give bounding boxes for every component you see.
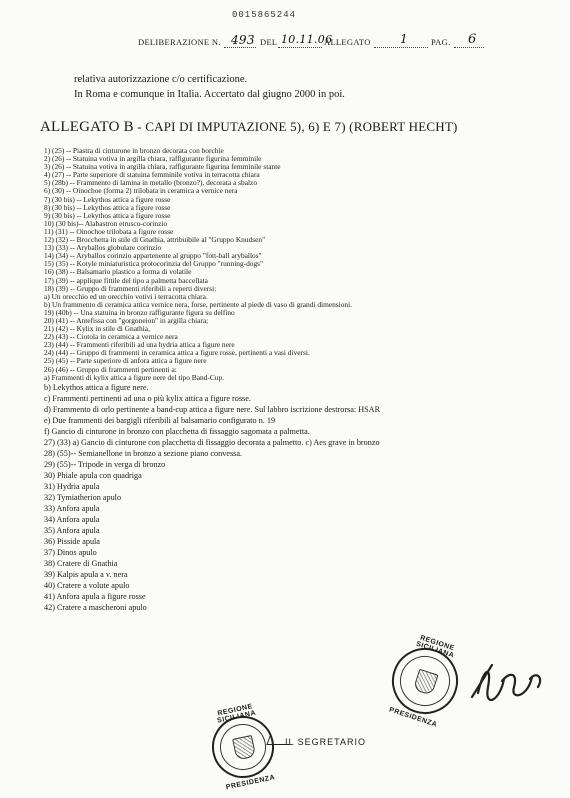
list-item: 38) Cratere di Gnathia [44, 558, 118, 568]
list-item: 16) (38) -- Balsamario plastico a forma di volatile [44, 267, 192, 277]
list-item: 35) Anfora apula [44, 525, 100, 535]
list-item: 41) Anfora apula a figure rosse [44, 591, 146, 601]
list-item: 14) (34) -- Aryballos corinzio appartenente al gruppo "fott-ball aryballos" [44, 251, 262, 261]
list-item: a) Un orecchio ed un orecchio votivi i terracotta chiara. [44, 291, 208, 301]
stamp-right-top: REGIONE SICILIANA [415, 634, 456, 660]
list-item: 13) (33) -- Aryballos globulare corinzio [44, 243, 162, 253]
list-item: 29) (55)-- Tripode in verga di bronzo [44, 459, 166, 469]
header-allegato-label: ALLEGATO [324, 37, 371, 47]
list-item: b) Lekythos attica a figure nere. [44, 382, 149, 392]
list-item: c) Frammenti pertinenti ad una o più kylix attica a figure rosse. [44, 393, 251, 403]
list-item: e) Due frammenti dei bargigli riferibili al balsamario configurato n. 19 [44, 415, 276, 425]
intro-text [74, 72, 345, 102]
handwritten-initials [470, 657, 550, 707]
list-item: 9) (30 bis) -- Lekythos attica a figure rosse [44, 210, 171, 220]
list-item: 10) (30 bis)-- Alabastron etrusco-corinzio [44, 218, 168, 228]
list-item: 28) (55)-- Semianellone in bronzo a sezione piano convessa. [44, 448, 243, 458]
list-item: 3) (26) -- Statuina votiva in argilla chiara, raffigurante figurina femminile stante [44, 162, 281, 172]
list-item: 36) Pisside apula [44, 536, 100, 546]
title-rest: - CAPI DI IMPUTAZIONE 5), 6) E 7) (ROBERT HECHT) [133, 119, 458, 134]
list-item: 39) Kalpis apula a v. nera [44, 569, 128, 579]
list-item: f) Gancio di cinturone in bronzo con placchetta di fissaggio sagomata a palmetta. [44, 426, 310, 436]
list-item: 15) (35) -- Kotyle miniaturistica protocorinzia del Gruppo "running-dogs" [44, 259, 264, 269]
list-item: 8) (30 bis) -- Lekythos attica a figure rosse [44, 202, 171, 212]
list-item: 22) (43) -- Ciotola in ceramica a vernice nera [44, 332, 178, 342]
stamp-right-bottom: PRESIDENZA [388, 706, 439, 729]
list-item: 5) (28b) -- Frammento di lamina in metallo (bronzo?), decorata a sbalzo [44, 178, 258, 188]
official-stamp-right [383, 634, 466, 729]
deliberation-date: 10.11.06 [281, 33, 333, 46]
list-item: 32) Tymiatherion apulo [44, 492, 122, 502]
title-main: ALLEGATO B [40, 119, 134, 135]
list-item: d) Frammento di orlo pertinente a band-cup attica a figure nere. Sul labbro iscrizione destrorsa: HSAR [44, 404, 381, 414]
list-item: 21) (42) -- Kylix in stile di Gnathia, [44, 324, 150, 334]
document-number: 0015865244 [232, 10, 297, 20]
allegato-number: 1 [400, 32, 408, 46]
list-item: 25) (45) -- Parte superiore di anfora attica a figure nere [44, 356, 207, 366]
list-item: a) Frammenti di kylix attica a figure nere del tipo Band-Cup. [44, 372, 224, 382]
secretary-label: IL SEGRETARIO [285, 737, 367, 747]
list-item: b) Un frammento di ceramica attica vernice nera, forse, pertinente al piede di vaso di grandi dimensioni. [44, 299, 353, 309]
list-item: 11) (31) -- Oinochoe trilobata a figure rosse [44, 226, 174, 236]
list-item: 2) (26) -- Statuina votiva in argilla chiara, raffigurante figurina femminile [44, 154, 262, 164]
list-item: 26) (46) -- Gruppo di frammenti pertinenti a: [44, 364, 177, 374]
list-item: 4) (27) -- Parte superiore di statuina femminile votiva in terracotta chiara [44, 170, 260, 180]
list-item: 20) (41) -- Antefissa con "gorgoneion" in argilla chiara; [44, 315, 209, 325]
list-item: 34) Anfora apula [44, 514, 100, 524]
header-pag-label: PAG. [431, 37, 451, 47]
allegato-title [40, 119, 458, 136]
list-item: 40) Cratere a volute apulo [44, 580, 130, 590]
list-item: 19) (40b) -- Una statuina in bronzo raffigurante figura su delfino [44, 307, 235, 317]
stamp-left-bottom: PRESIDENZA [225, 774, 276, 792]
list-item: 23) (44) -- Frammenti riferibili ad una hydria attica a figure nere [44, 340, 235, 350]
list-item: 18) (39) -- Gruppo di frammenti riferibili a reperti diversi: [44, 283, 217, 293]
intro-line: In Roma e comunque in Italia. Accertato dal giugno 2000 in poi. [74, 89, 345, 100]
list-item: 30) Phiale apula con quadriga [44, 470, 142, 480]
list-item: 31) Hydria apula [44, 481, 100, 491]
header-del-label: DEL [260, 37, 278, 47]
list-item: 1) (25) -- Piastra di cinturone in bronzo decorata con borchie [44, 146, 224, 155]
deliberation-number: 493 [231, 33, 255, 47]
list-item: 37) Dinos apulo [44, 547, 97, 557]
list-item: 6) (30) -- Oinochoe (forma 2) trilobata in ceramica a vernice nera [44, 186, 238, 196]
intro-line: relativa autorizzazione c/o certificazione. [74, 74, 248, 85]
stamp-left-top: REGIONE SICILIANA [216, 703, 257, 725]
list-item: 33) Anfora apula [44, 503, 100, 513]
header-prefix: DELIBERAZIONE N. [138, 37, 221, 47]
item-list [44, 147, 444, 613]
official-stamp-left [206, 703, 280, 792]
list-item: 27) (33) a) Gancio di cinturone con placchetta di fissaggio decorata a palmetto. c) Aes grave in bronzo [44, 437, 380, 447]
list-item: 24) (44) -- Gruppo di frammenti in ceramica attica a figure rosse, pertinenti a vasi diversi. [44, 348, 310, 358]
list-item: 42) Cratere a mascheroni apulo [44, 602, 147, 612]
page-number: 6 [468, 32, 477, 47]
list-item: 7) (30 bis) -- Lekythos attica a figure rosse [44, 194, 171, 204]
list-item: 12) (32) -- Brocchetta in stile di Gnathia, attribuibile al "Gruppo Knudsen" [44, 235, 266, 245]
list-item: 17) (39) -- applique fittile del tipo a palmetta baccellata [44, 275, 208, 285]
